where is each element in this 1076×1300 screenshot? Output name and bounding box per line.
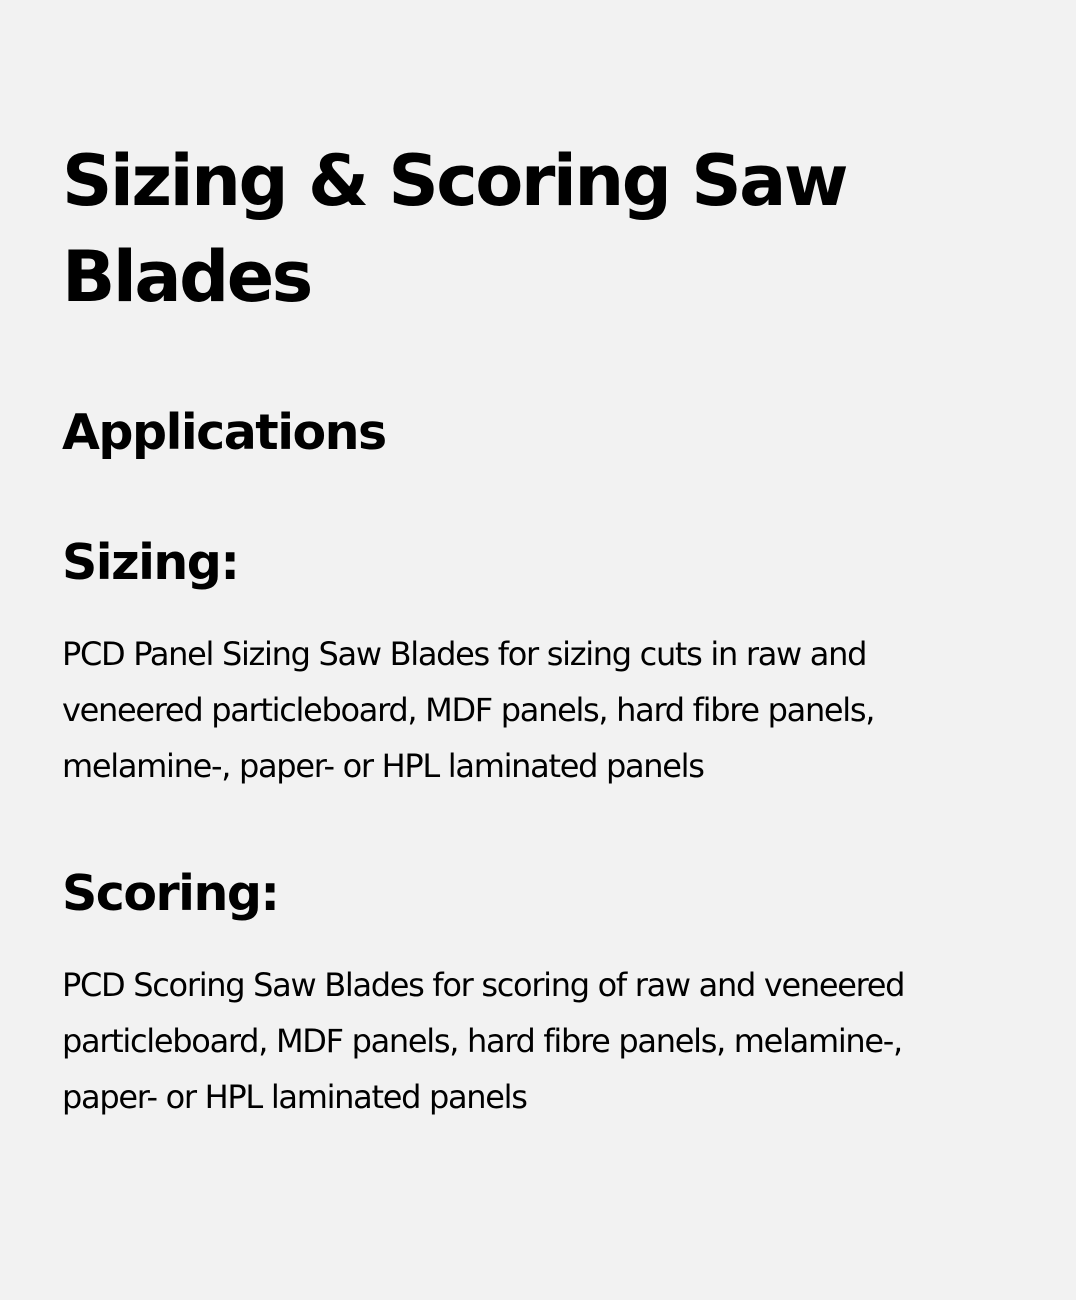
scoring-description-line: particleboard, MDF panels, hard fibre panels, melamine-, xyxy=(62,1022,902,1060)
applications-heading: Applications xyxy=(62,404,386,461)
scoring-heading: Scoring: xyxy=(62,865,279,922)
page-title xyxy=(62,0,1014,325)
scoring-description xyxy=(62,957,1014,1125)
sizing-heading: Sizing: xyxy=(62,534,239,591)
page-title-line-1: Sizing & Scoring Saw xyxy=(62,140,847,222)
scoring-description-line: paper- or HPL laminated panels xyxy=(62,1078,527,1116)
sizing-description-line: PCD Panel Sizing Saw Blades for sizing cuts in raw and xyxy=(62,635,867,673)
sizing-description-line: melamine-, paper- or HPL laminated panels xyxy=(62,747,704,785)
sizing-description xyxy=(62,626,1014,794)
scoring-description-line: PCD Scoring Saw Blades for scoring of raw and veneered xyxy=(62,966,905,1004)
page-title-line-2: Blades xyxy=(62,236,311,318)
sizing-description-line: veneered particleboard, MDF panels, hard fibre panels, xyxy=(62,691,875,729)
